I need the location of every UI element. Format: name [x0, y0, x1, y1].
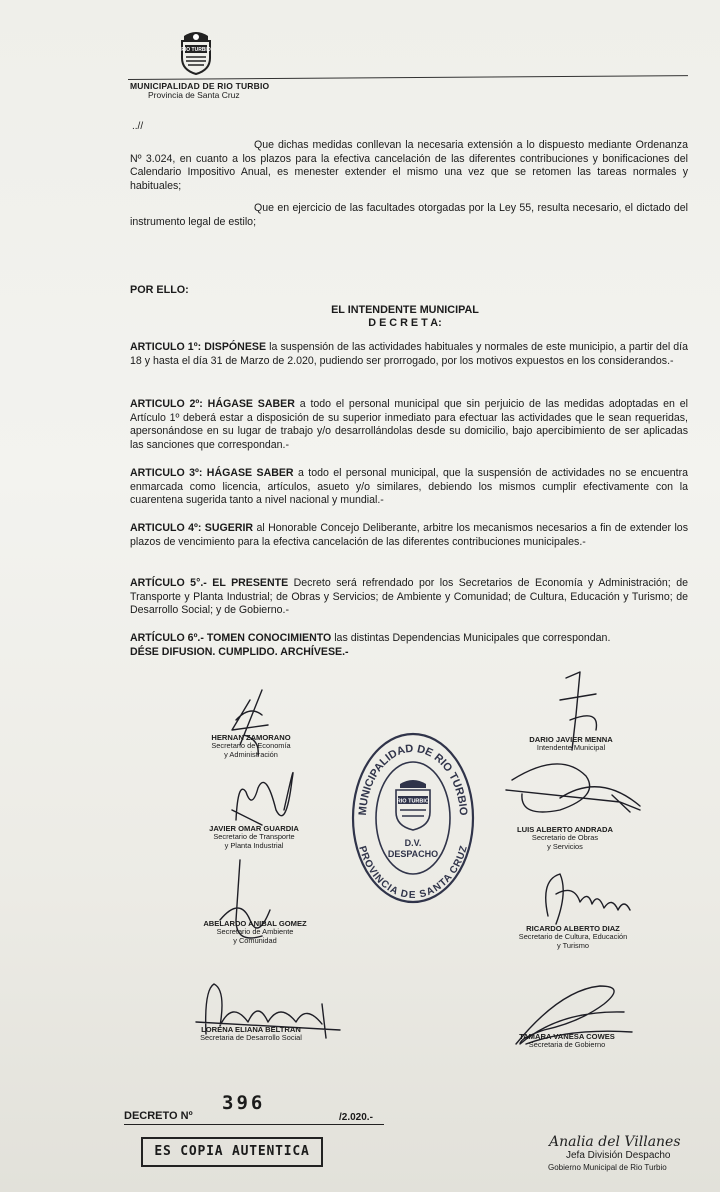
seal-emblem-text: RIO TURBIO — [396, 798, 430, 805]
considerando-1: Que dichas medidas conllevan la necesaria extensión a lo dispuesto mediante Ordenanza Nº 3.024, en cuanto a los plazos para la efectiva cancelación de las diferentes contribuciones y bonificaciones del Calendario Impositivo Anual, es menester extender el mismo una vez que se retomen las tareas normales y habituales; — [130, 139, 688, 192]
signatory-role: Secretario de Transporte — [213, 832, 295, 841]
article-2-keyword: HÁGASE SABER — [207, 398, 295, 410]
signatory-guardia — [196, 824, 312, 851]
article-4-label: ARTICULO 4º: — [130, 522, 202, 534]
signatory-zamorano — [196, 733, 306, 760]
signatory-name: TAMARA VANESA COWES — [519, 1032, 615, 1041]
signatory-role: y Administración — [224, 749, 278, 759]
article-4 — [130, 522, 688, 549]
signatory-name: LUIS ALBERTO ANDRADA — [517, 825, 613, 834]
article-6 — [130, 632, 688, 659]
signatory-andrada — [498, 825, 632, 852]
article-2-text: a todo el personal municipal que sin perjuicio de las medidas adoptadas en el Artículo 1º deberá estar a disposición de su superior inmediato para efectuar las actividades que le sean requeridas, apersonándose en su lugar de trabajo y/o desarrollándolas desde su domicilio, bajo apercibimiento de ser aplicadas las sanciones que correspondan.- — [130, 398, 689, 451]
signatory-role: y Servicios — [547, 841, 583, 851]
municipality-name: MUNICIPALIDAD DE RIO TURBIO — [130, 81, 270, 91]
signatory-name: RICARDO ALBERTO DIAZ — [526, 924, 620, 933]
signatory-name: ABELARDO ANIBAL GOMEZ — [203, 919, 307, 928]
seal-bottom-text: PROVINCIA DE SANTA CRUZ — [356, 844, 470, 902]
signatory-diaz — [500, 924, 646, 951]
signatory-role: Secretario de Cultura, Educación — [518, 932, 628, 941]
article-4-text: al Honorable Concejo Deliberante, arbitre los mecanismos necesarios a fin de extender los plazos de vencimiento para la efectiva cancelación de las diferentes contribuciones municipales.- — [130, 522, 688, 548]
signatory-role: Secretaria de Desarrollo Social — [200, 1033, 302, 1042]
article-5 — [130, 577, 688, 618]
continuation-mark: ..// — [132, 121, 144, 132]
copia-autentica-stamp: ES COPIA AUTENTICA — [141, 1137, 323, 1167]
decreta-heading: D E C R E T A: — [368, 317, 442, 329]
signatory-name: HERNAN ZAMORANO — [211, 733, 291, 742]
seal-center-line2: DESPACHO — [387, 849, 439, 859]
signatory-role: y Turismo — [556, 940, 590, 950]
province-name: Provincia de Santa Cruz — [148, 90, 240, 100]
certifier-org: Gobierno Municipal de Rio Turbio — [548, 1163, 667, 1172]
article-6-label: ARTÍCULO 6º.- — [130, 632, 204, 644]
decreto-label: DECRETO Nº — [124, 1110, 193, 1122]
signature-andrada — [506, 764, 640, 812]
signatory-name: DARIO JAVIER MENNA — [529, 735, 613, 744]
article-5-keyword: EL PRESENTE — [212, 577, 289, 589]
article-3-text: a todo el personal municipal, que la suspensión de actividades no se encuentra enmarcada como licencia, artículos, asueto y/o similares, debiendo los mismos cumplir efectivamente con la cuarentena sugerida tanto a nivel nacional y mundial.- — [130, 467, 689, 507]
signatory-gomez — [190, 919, 320, 946]
municipal-crest-icon — [176, 28, 216, 76]
article-5-label: ARTÍCULO 5°.- — [130, 577, 207, 589]
decreto-number: 396 — [222, 1092, 266, 1114]
signatory-role: Secretario de Ambiente — [216, 927, 294, 936]
intendente-heading: EL INTENDENTE MUNICIPAL — [331, 304, 479, 316]
signature-guardia — [232, 773, 293, 825]
seal-top-text: MUNICIPALIDAD DE RIO TURBIO — [356, 742, 470, 816]
signatory-cowes — [506, 1032, 628, 1050]
signatory-role: y Planta Industrial — [224, 840, 284, 850]
signatory-beltran — [186, 1025, 316, 1043]
signatory-menna — [516, 735, 626, 753]
considerando-2: Que en ejercicio de las facultades otorgadas por la Ley 55, resulta necesario, el dictado del instrumento legal de estilo; — [130, 202, 688, 228]
signatory-role: Intendente Municipal — [536, 743, 606, 752]
por-ello: POR ELLO: — [130, 284, 189, 296]
article-6-closing: DÉSE DIFUSION. CUMPLIDO. ARCHÍVESE.- — [130, 645, 349, 658]
article-3-label: ARTICULO 3º: — [130, 467, 203, 479]
crest-text: RIO TURBIO — [181, 47, 211, 54]
signatory-name: LORENA ELIANA BELTRAN — [201, 1025, 301, 1034]
signatory-role: Secretario de Obras — [531, 833, 599, 842]
article-1-text: la suspensión de las actividades habituales y normales de este municipio, a partir del día 18 y hasta el día 31 de Marzo de 2.020, pudiendo ser prorrogado, por los motivos expuestos en los considerandos.- — [130, 341, 688, 367]
signature-diaz — [546, 874, 630, 924]
decreto-underline — [124, 1124, 384, 1125]
article-6-text: las distintas Dependencias Municipales que correspondan. — [334, 632, 611, 644]
article-6-keyword: TOMEN CONOCIMIENTO — [206, 632, 332, 644]
signatory-role: y Comunidad — [233, 935, 277, 945]
article-1 — [130, 341, 688, 368]
certifier-role: Jefa División Despacho — [566, 1150, 671, 1161]
article-3-keyword: HÁGASE SABER — [206, 467, 294, 479]
article-1-label: ARTICULO 1º: — [130, 341, 202, 353]
signatory-role: Secretario de Economía — [211, 741, 291, 750]
seal-center-line1: D.V. — [404, 838, 422, 848]
seal-crest-icon — [396, 780, 430, 830]
certifier-signature: Analia del Villanes — [549, 1134, 681, 1150]
article-4-keyword: SUGERIR — [204, 522, 254, 534]
article-2-label: ARTICULO 2º: — [130, 398, 203, 410]
article-5-text: Decreto será refrendado por los Secretarios de Economía y Administración; de Transporte y Planta Industrial; de Obras y Servicios; de Ambiente y Comunidad; de Cultura, Educación y Turismo; de Desarrollo Social; y de Gobierno.- — [130, 577, 688, 617]
signatory-role: Secretaria de Gobierno — [528, 1040, 606, 1049]
article-1-keyword: DISPÓNESE — [204, 341, 267, 353]
article-3 — [130, 467, 688, 508]
signatory-name: JAVIER OMAR GUARDIA — [209, 824, 299, 833]
municipal-seal — [350, 730, 476, 906]
decreto-year: /2.020.- — [339, 1112, 373, 1123]
article-2 — [130, 398, 688, 452]
